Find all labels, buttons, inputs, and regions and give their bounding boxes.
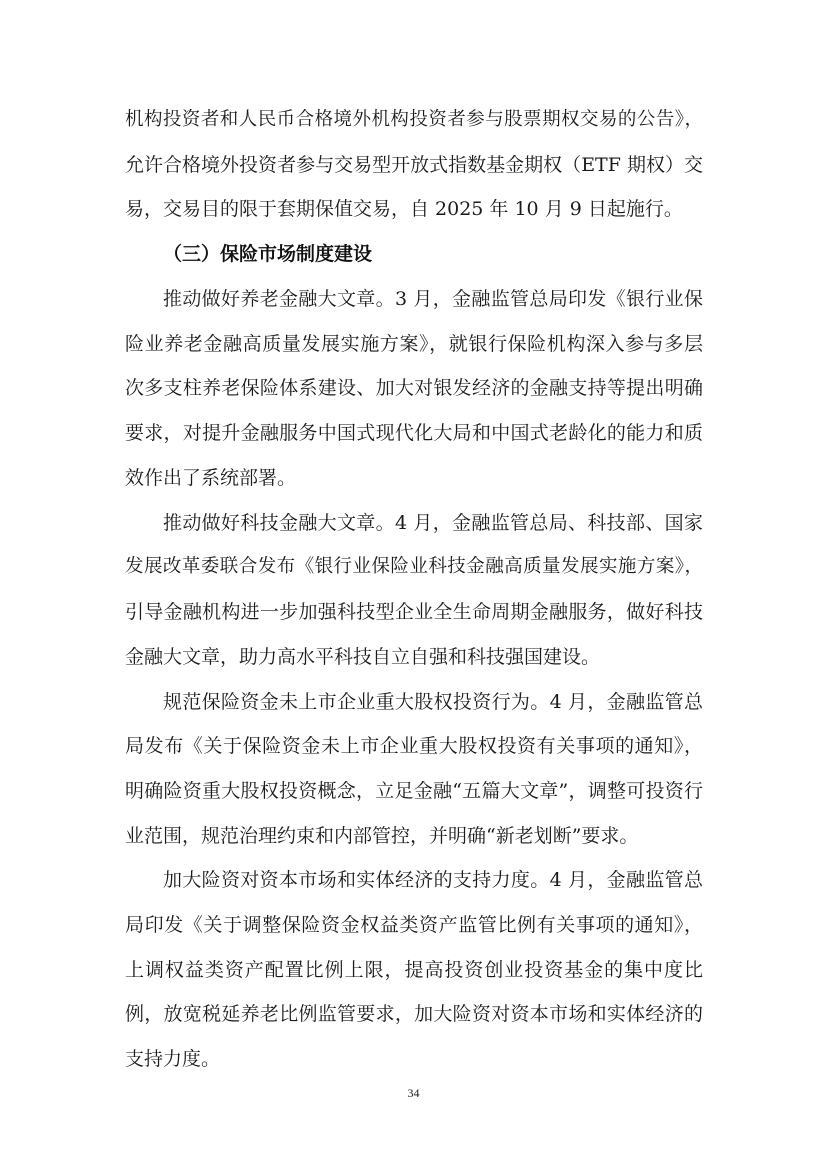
text-line: 局发布《关于保险资金未上市企业重大股权投资有关事项的通知》，: [125, 735, 703, 757]
text-line: 上调权益类资产配置比例上限，提高投资创业投资基金的集中度比: [125, 959, 703, 981]
text-line: 局印发《关于调整保险资金权益类资产监管比例有关事项的通知》，: [125, 914, 703, 936]
text-line: 易，交易目的限于套期保值交易，自 2025 年 10 月 9 日起施行。: [125, 198, 683, 220]
text-line: 引导金融机构进一步加强科技型企业全生命周期金融服务，做好科技: [125, 601, 703, 623]
text-line: 允许合格境外投资者参与交易型开放式指数基金期权（ETF 期权）交: [125, 154, 703, 176]
text-line: 效作出了系统部署。: [125, 467, 297, 489]
paragraph-first-line: 规范保险资金未上市企业重大股权投资行为。4 月，金融监管总: [163, 691, 703, 713]
text-line: 业范围，规范治理约束和内部管控，并明确“新老划断”要求。: [125, 825, 639, 847]
paragraph-first-line: 推动做好科技金融大文章。4 月，金融监管总局、科技部、国家: [163, 512, 703, 534]
text-line: 支持力度。: [125, 1048, 221, 1070]
section-heading: （三）保险市场制度建设: [163, 243, 373, 265]
paragraph-first-line: 加大险资对资本市场和实体经济的支持力度。4 月，金融监管总: [163, 869, 703, 891]
text-line: 发展改革委联合发布《银行业保险业科技金融高质量发展实施方案》，: [125, 556, 703, 577]
page-number: 34: [407, 1086, 420, 1100]
text-line: 机构投资者和人民币合格境外机构投资者参与股票期权交易的公告》，: [125, 109, 703, 130]
text-line: 要求，对提升金融服务中国式现代化大局和中国式老龄化的能力和质: [125, 422, 703, 444]
text-line: 险业养老金融高质量发展实施方案》，就银行保险机构深入参与多层: [125, 333, 703, 355]
paragraph-first-line: 推动做好养老金融大文章。3 月，金融监管总局印发《银行业保: [163, 288, 703, 310]
text-line: 次多支柱养老保险体系建设、加大对银发经济的金融支持等提出明确: [125, 377, 703, 399]
text-line: 明确险资重大股权投资概念，立足金融“五篇大文章”，调整可投资行: [125, 780, 703, 802]
text-line: 例，放宽税延养老比例监管要求，加大险资对资本市场和实体经济的: [125, 1003, 703, 1025]
text-line: 金融大文章，助力高水平科技自立自强和科技强国建设。: [125, 646, 601, 668]
